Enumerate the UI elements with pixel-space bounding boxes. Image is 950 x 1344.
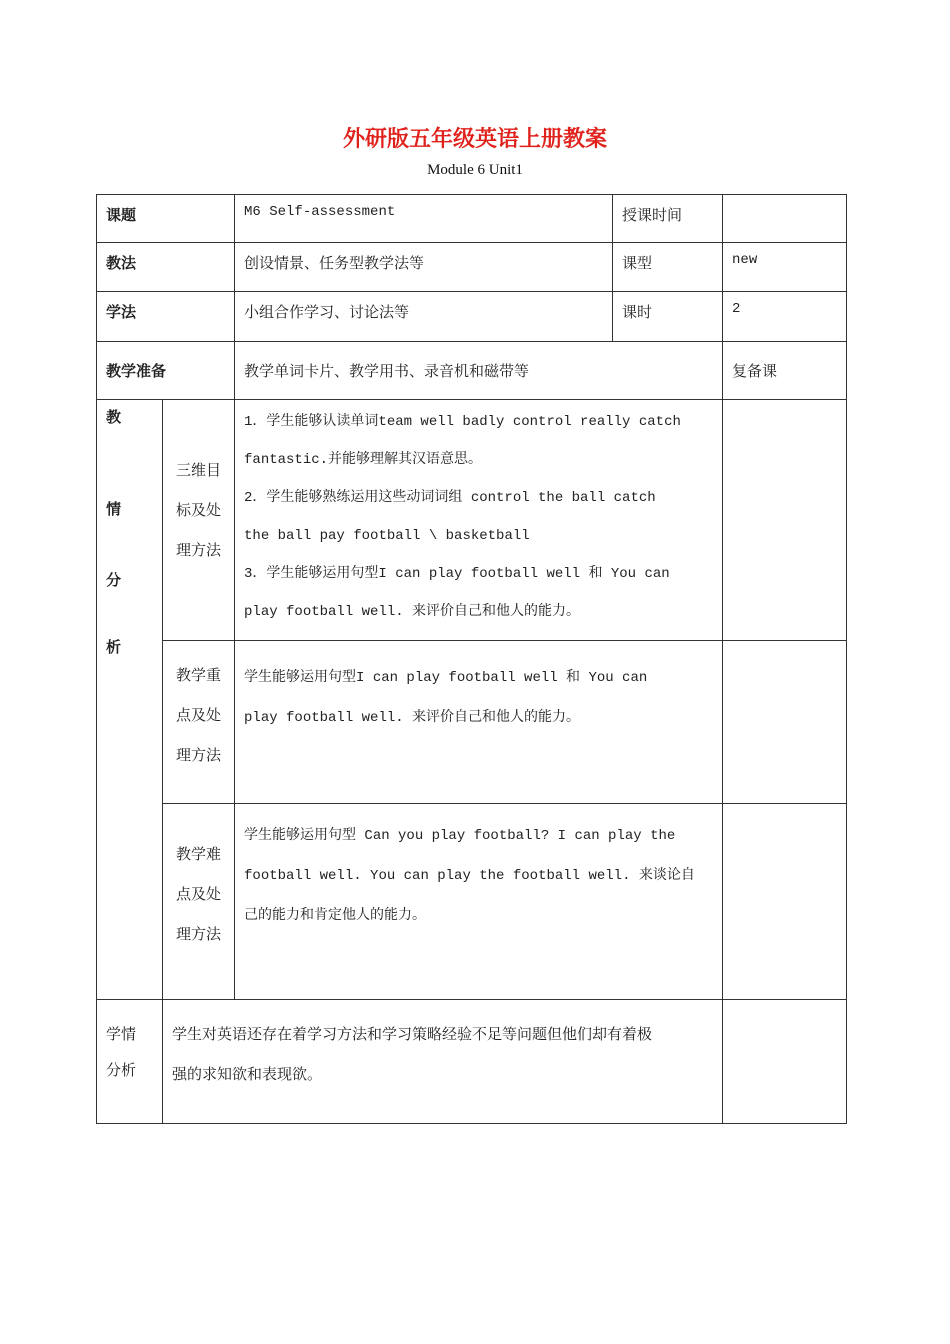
table-row	[97, 342, 847, 400]
table-row	[97, 195, 847, 243]
key-points-notes	[723, 641, 847, 804]
difficult-points-label: 教学难 点及处 理方法	[163, 804, 235, 1000]
value-review: 复备课	[723, 342, 847, 400]
key-points-label: 教学重 点及处 理方法	[163, 641, 235, 804]
label-lesson-type: 课型	[613, 243, 723, 292]
document-title: 外研版五年级英语上册教案	[342, 127, 607, 152]
label-periods: 课时	[613, 292, 723, 342]
label-topic: 课题	[97, 195, 235, 243]
value-learning: 小组合作学习、讨论法等	[235, 292, 613, 342]
goals-label: 三维目 标及处 理方法	[163, 400, 235, 641]
label-preparation: 教学准备	[97, 342, 235, 400]
label-class-time: 授课时间	[613, 195, 723, 243]
student-analysis-notes	[723, 1000, 847, 1124]
key-points-content: 学生能够运用句型I can play football well 和 You can play football well. 来评价自己和他人的能力。	[235, 641, 723, 804]
value-class-time	[723, 195, 847, 243]
student-analysis-label: 学情 分析	[97, 1000, 163, 1124]
table-row	[97, 1000, 847, 1124]
goals-notes	[723, 400, 847, 641]
label-learning: 学法	[97, 292, 235, 342]
table-row	[97, 292, 847, 342]
analysis-vertical-label: 教 情 分 析	[97, 400, 163, 1000]
table-row	[97, 804, 847, 1000]
document-subtitle: Module 6 Unit1	[427, 162, 523, 178]
difficult-points-content: 学生能够运用句型 Can you play football? I can play the football well. You can play the football well. 来谈论自 己的能力和肯定他人的能力。	[235, 804, 723, 1000]
value-topic: M6 Self-assessment	[235, 195, 613, 243]
goals-content: 1．学生能够认读单词team well badly control really catch fantastic.并能够理解其汉语意思。 2．学生能够熟练运用这些动词词组 control the ball catch the ball pay football \ basketball 3．学生能够运用句型I can play football well 和 You can play football well. 来评价自己和他人的能力。	[235, 400, 723, 641]
table-row	[97, 243, 847, 292]
lesson-plan-table	[96, 194, 847, 1124]
value-method: 创设情景、任务型教学法等	[235, 243, 613, 292]
difficult-points-notes	[723, 804, 847, 1000]
table-row	[97, 400, 847, 641]
value-lesson-type: new	[723, 243, 847, 292]
table-row	[97, 641, 847, 804]
value-periods: 2	[723, 292, 847, 342]
label-method: 教法	[97, 243, 235, 292]
student-analysis-content: 学生对英语还存在着学习方法和学习策略经验不足等问题但他们却有着极 强的求知欲和表现欲。	[163, 1000, 723, 1124]
value-preparation: 教学单词卡片、教学用书、录音机和磁带等	[235, 342, 723, 400]
